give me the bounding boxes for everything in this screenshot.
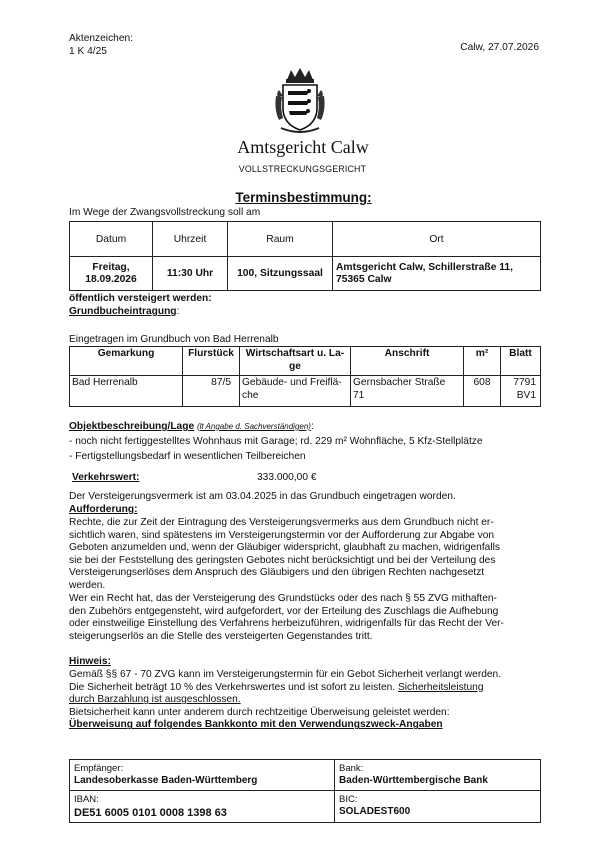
termin-weekday: Freitag, bbox=[92, 261, 130, 273]
aufforderung-line: sichtlich waren, sind spätestens im Versteigerungstermin vor der Aufforderung zur Abgabe von bbox=[69, 529, 495, 541]
aufforderung-line: den Zubehörs entgegensteht, wird aufgefordert, vor der Erteilung des Zuschlags die Aufhebung bbox=[69, 605, 499, 617]
grundbuch-intro: Eingetragen im Grundbuch von Bad Herrenalb bbox=[69, 334, 279, 345]
aufforderung-line: steigerungserlös an die Stelle des versteigerten Gegenstandes tritt. bbox=[69, 630, 373, 642]
header-anschrift: Anschrift bbox=[351, 347, 464, 376]
aufforderung-line: Geboten anzumelden und, wenn der Gläubiger widerspricht, glaubhaft zu machen, widrigenfalls bbox=[69, 542, 500, 554]
table-row bbox=[70, 376, 541, 407]
bank-value: Baden-Württembergische Bank bbox=[339, 775, 488, 786]
cell-anschrift-line2: 71 bbox=[353, 390, 365, 401]
hinweis-paragraph bbox=[69, 669, 547, 732]
verkehrswert-value: 333.000,00 € bbox=[257, 472, 317, 483]
case-number: 1 K 4/25 bbox=[69, 46, 107, 57]
bank-label: Bank: bbox=[339, 763, 364, 774]
header-datum: Datum bbox=[70, 222, 153, 257]
bank-table bbox=[69, 759, 541, 823]
hinweis-line2-underlined: Sicherheitsleistung bbox=[398, 681, 484, 693]
cell-wirtschaftsart-line2: che bbox=[242, 390, 259, 401]
cell-anschrift bbox=[351, 376, 464, 407]
header-gemarkung: Gemarkung bbox=[70, 347, 183, 376]
court-department: VOLLSTRECKUNGSGERICHT bbox=[238, 164, 367, 174]
header-wirtschaftsart-line2: ge bbox=[289, 361, 301, 372]
header-wirtschaftsart-line1: Wirtschaftsart u. La- bbox=[245, 348, 345, 359]
bic-label: BIC: bbox=[339, 794, 358, 805]
objekt-heading-colon: : bbox=[310, 421, 314, 432]
hinweis-line1: Gemäß §§ 67 - 70 ZVG kann im Versteigerungstermin für ein Gebot Sicherheit verlangt werden. bbox=[69, 669, 502, 680]
aufforderung-line: Wer ein Recht hat, das der Versteigerung des Grundstücks oder des nach § 55 ZVG mithaften- bbox=[69, 593, 497, 604]
aufforderung-line: Versteigerungserlöses dem Anspruch des Gläubigers und den übrigen Rechten nachgesetzt bbox=[69, 567, 485, 579]
cell-gemarkung: Bad Herrenalb bbox=[70, 376, 183, 407]
cell-anschrift-line1: Gernsbacher Straße bbox=[353, 377, 446, 388]
termin-date-value: 18.09.2026 bbox=[85, 273, 137, 285]
hinweis-line3: durch Barzahlung ist ausgeschlossen. bbox=[69, 694, 241, 706]
cell-blatt-line2: BV1 bbox=[516, 390, 536, 401]
hinweis-line2 bbox=[69, 682, 547, 695]
cell-qm: 608 bbox=[464, 376, 501, 407]
cell-blatt-line1: 7791 bbox=[513, 377, 536, 388]
iban-cell bbox=[70, 791, 335, 823]
page-title: Terminsbestimmung: bbox=[235, 190, 372, 205]
objekt-line2: - Fertigstellungsbedarf in wesentlichen Teilbereichen bbox=[69, 451, 306, 462]
verkehrswert-label: Verkehrswert: bbox=[72, 472, 140, 483]
recipient-cell bbox=[70, 760, 335, 791]
vermerk-text: Der Versteigerungsvermerk ist am 03.04.2025 in das Grundbuch eingetragen worden. bbox=[69, 491, 456, 502]
header-flurstueck: Flurstück bbox=[183, 347, 240, 376]
aufforderung-paragraph-2 bbox=[69, 593, 547, 643]
recipient-value: Landesoberkasse Baden-Württemberg bbox=[74, 775, 258, 786]
aufforderung-line: sie bei der Feststellung des geringsten Gebotes nicht berücksichtigt und bei der Verteilung des bbox=[69, 554, 496, 566]
iban-label: IBAN: bbox=[74, 794, 99, 805]
bank-cell bbox=[335, 760, 541, 791]
hinweis-heading: Hinweis: bbox=[69, 656, 111, 667]
header-uhrzeit: Uhrzeit bbox=[153, 222, 228, 257]
hinweis-line5: Überweisung auf folgendes Bankkonto mit den Verwendungszweck-Angaben bbox=[69, 719, 443, 731]
termin-date bbox=[70, 257, 153, 291]
header-qm: m² bbox=[464, 347, 501, 376]
header-blatt: Blatt bbox=[501, 347, 541, 376]
objekt-note: (lt Angabe d. Sachverständigen) bbox=[196, 422, 311, 431]
termin-time: 11:30 Uhr bbox=[153, 257, 228, 291]
termin-place bbox=[333, 257, 541, 291]
cell-wirtschaftsart bbox=[240, 376, 351, 407]
grundbuch-heading-colon: : bbox=[176, 306, 180, 317]
objekt-heading-text: Objektbeschreibung/Lage bbox=[69, 421, 195, 432]
aufforderung-paragraph-1 bbox=[69, 517, 547, 593]
aufforderung-line: werden. bbox=[69, 579, 106, 591]
coat-of-arms-icon bbox=[273, 66, 327, 134]
grundbuch-heading-text: Grundbucheintragung bbox=[69, 306, 177, 317]
grundbuch-table bbox=[69, 346, 541, 407]
hinweis-line2-text: Die Sicherheit beträgt 10 % des Verkehrswertes und ist sofort zu leisten. bbox=[69, 681, 398, 693]
header-wirtschaftsart bbox=[240, 347, 351, 376]
termin-room: 100, Sitzungssaal bbox=[228, 257, 333, 291]
objekt-line1: - noch nicht fertiggestelltes Wohnhaus mit Garage; rd. 229 m² Wohnfläche, 5 Kfz-Stellplätze bbox=[69, 436, 483, 447]
cell-wirtschaftsart-line1: Gebäude- und Freiflä- bbox=[242, 377, 342, 388]
cell-blatt bbox=[501, 376, 541, 407]
termin-place-line2: 75365 Calw bbox=[336, 273, 392, 285]
court-name: Amtsgericht Calw bbox=[237, 137, 369, 157]
auction-text: öffentlich versteigert werden: bbox=[69, 293, 212, 304]
aufforderung-heading: Aufforderung: bbox=[69, 504, 138, 515]
header-raum: Raum bbox=[228, 222, 333, 257]
grundbuch-heading bbox=[69, 306, 179, 319]
intro-text: Im Wege der Zwangsvollstreckung soll am bbox=[69, 207, 261, 218]
termin-place-line1: Amtsgericht Calw, Schillerstraße 11, bbox=[336, 261, 514, 273]
bic-cell bbox=[335, 791, 541, 823]
aufforderung-line: Rechte, die zur Zeit der Eintragung des Versteigerungsvermerks aus dem Grundbuch nicht er- bbox=[69, 517, 494, 528]
place-date: Calw, 27.07.2026 bbox=[460, 42, 539, 53]
case-number-label: Aktenzeichen: bbox=[69, 33, 133, 44]
aufforderung-line: oder einstweilige Einstellung des Verfahrens herbeizuführen, widrigenfalls für das Recht der Ver- bbox=[69, 618, 504, 630]
cell-flurstueck: 87/5 bbox=[183, 376, 240, 407]
objekt-heading bbox=[69, 421, 314, 434]
hinweis-line4: Bietsicherheit kann unter anderem durch rechtzeitige Überweisung geleistet werden: bbox=[69, 706, 450, 718]
header-ort: Ort bbox=[333, 222, 541, 257]
iban-value: DE51 6005 0101 0008 1398 63 bbox=[74, 807, 227, 819]
termin-table bbox=[69, 221, 541, 291]
recipient-label: Empfänger: bbox=[74, 763, 124, 774]
bic-value: SOLADEST600 bbox=[339, 806, 411, 817]
